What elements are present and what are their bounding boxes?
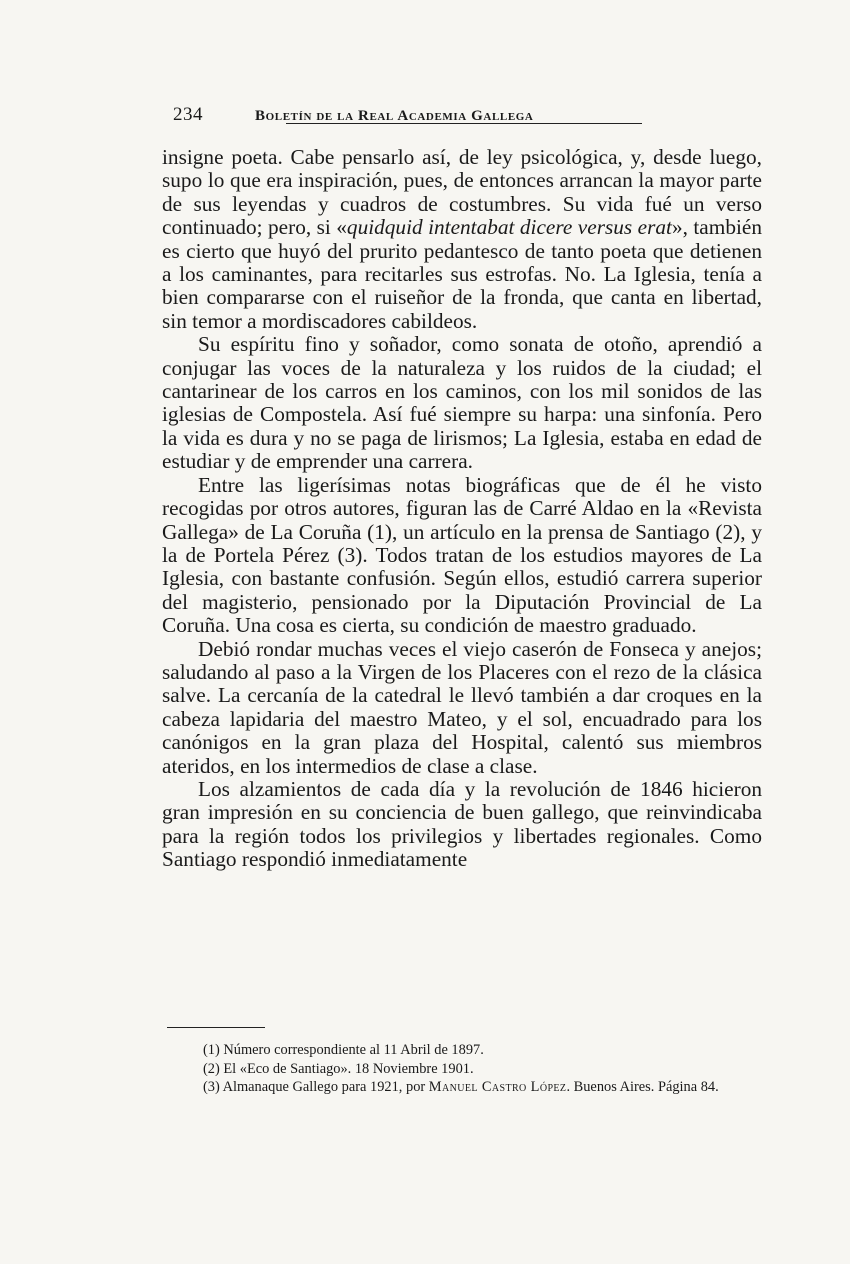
paragraph-2: Su espíritu fino y soñador, como sonata de otoño, aprendió a conjugar las voces de la naturaleza y los ruidos de la ciudad; el cantarinear de los carros en los caminos, con los mil sonidos de las iglesias de Compostela. Así fué siempre su harpa: una sinfonía. Pero la vida es dura y no se paga de lirismos; La Iglesia, estaba en edad de estudiar y de emprender una carrera. (162, 332, 762, 474)
footnote-2: (2) El «Eco de Santiago». 18 Noviembre 1901. (203, 1060, 474, 1077)
footnote-3: (3) Almanaque Gallego para 1921, por Manuel Castro López. Buenos Aires. Página 84. (203, 1079, 719, 1095)
footnote-author: Manuel Castro López (428, 1079, 567, 1095)
paragraph-3: Entre las ligerísimas notas biográficas que de él he visto recogidas por otros autores, figuran las de Carré Aldao en la «Revista Gallega» de La Coruña (1), un artículo en la prensa de Santiago (2), y la de Portela Pérez (3). Todos tratan de los estudios mayores de La Iglesia, con bastante confusión. Según ellos, estudió carrera superior del magisterio, pensionado por la Diputación Provincial de La Coruña. Una cosa es cierta, su condición de maestro graduado. (162, 472, 762, 638)
paragraph-4: Debió rondar muchas veces el viejo caserón de Fonseca y anejos; saludando al paso a la Virgen de los Placeres con el rezo de la clásica salve. La cercanía de la catedral le llevó también a dar croques en la cabeza lapidaria del maestro Mateo, y el sol, encuadrado para los canónigos en la gran plaza del Hospital, calentó sus miembros ateridos, en los intermedios de clase a clase. (162, 636, 762, 778)
paragraph-5: Los alzamientos de cada día y la revolución de 1846 hicieron gran impresión en su conciencia de buen gallego, que reinvindicaba para la región todos los privilegios y libertades regionales. Como Santiago respondió inmediatamente (162, 776, 762, 872)
journal-title: Boletín de la Real Academia Gallega (255, 108, 534, 124)
footnote-1: (1) Número correspondiente al 11 Abril de 1897. (203, 1042, 484, 1058)
page-number: 234 (173, 104, 203, 125)
footnotes (170, 1041, 773, 1097)
header-rule (286, 123, 642, 124)
body-text (162, 146, 762, 872)
footnote-rule (167, 1027, 265, 1028)
latin-quotation: quidquid intentabat dicere versus erat (346, 215, 672, 240)
paragraph-1: insigne poeta. Cabe pensarlo así, de ley psicológica, y, desde luego, supo lo que era inspiración, pues, de entonces arrancan la mayor parte de sus leyendas y cuadros de costumbres. Su vida fué un verso continuado; pero, si «quidquid intentabat dicere versus erat», también es cierto que huyó del prurito pedantesco de tanto poeta que detienen a los caminantes, para recitarles sus estrofas. No. La Iglesia, tenía a bien compararse con el ruiseñor de la fronda, que canta en libertad, sin temor a mordiscadores cabildeos. (162, 145, 762, 333)
